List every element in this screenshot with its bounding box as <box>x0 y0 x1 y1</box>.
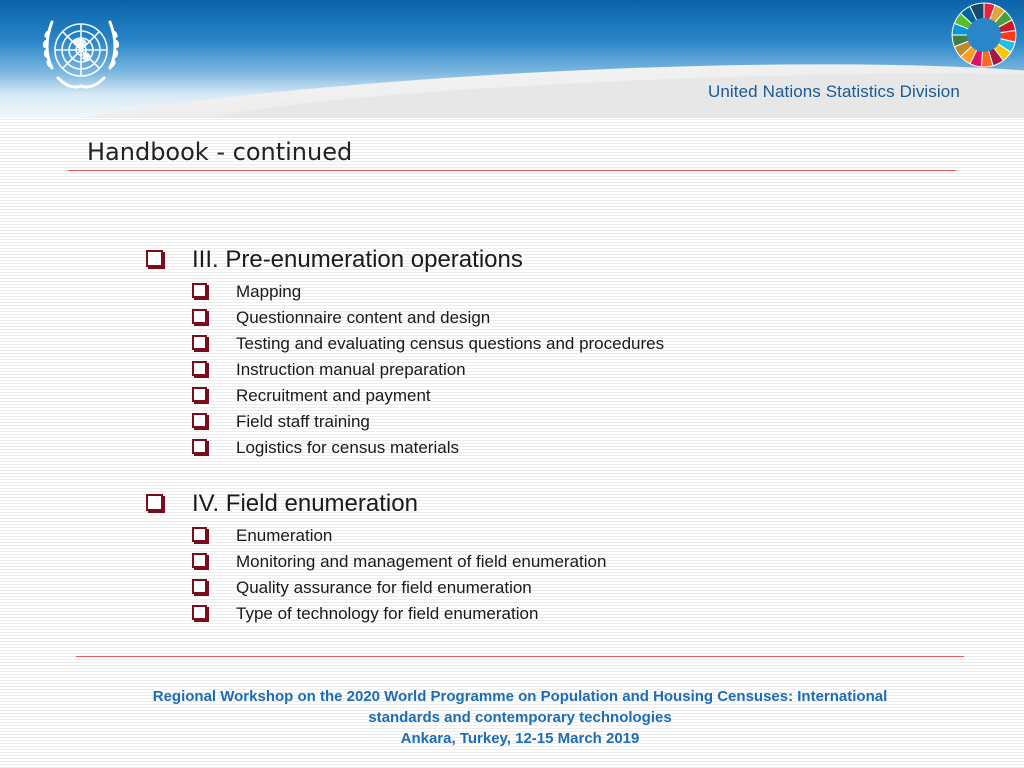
title-divider <box>68 170 956 171</box>
footer-event-line: Regional Workshop on the 2020 World Programme on Population and Housing Censuses: International <box>152 688 888 705</box>
footer-divider <box>76 656 964 657</box>
square-bullet-icon <box>146 494 163 511</box>
square-bullet-icon <box>192 309 207 324</box>
list-item <box>0 550 1024 576</box>
sdg-wheel-icon <box>951 2 1017 68</box>
section-heading: IV. Field enumeration <box>192 490 418 517</box>
list-item-label: Testing and evaluating census questions and procedures <box>236 334 665 353</box>
list-item-label: Mapping <box>236 282 302 301</box>
square-bullet-icon <box>192 283 207 298</box>
list-item <box>0 602 1024 628</box>
list-item <box>0 306 1024 332</box>
square-bullet-icon <box>192 361 207 376</box>
list-item <box>0 332 1024 358</box>
square-bullet-icon <box>192 579 207 594</box>
square-bullet-icon <box>192 335 207 350</box>
list-item <box>0 436 1024 462</box>
list-item-label: Monitoring and management of field enumeration <box>236 552 607 571</box>
square-bullet-icon <box>192 553 207 568</box>
list-item-label: Recruitment and payment <box>236 386 431 405</box>
list-item-label: Field staff training <box>236 412 370 431</box>
footer <box>90 686 950 749</box>
list-item <box>0 280 1024 306</box>
list-item <box>0 358 1024 384</box>
section-heading-row <box>0 490 1024 520</box>
section-field-enumeration <box>0 490 1024 628</box>
list-item-label: Quality assurance for field enumeration <box>236 578 532 597</box>
section-pre-enumeration <box>0 246 1024 462</box>
list-item <box>0 576 1024 602</box>
square-bullet-icon <box>192 605 207 620</box>
square-bullet-icon <box>192 527 207 542</box>
slide-title: Handbook - continued <box>87 138 353 166</box>
square-bullet-icon <box>192 387 207 402</box>
footer-event-line: standards and contemporary technologies <box>368 709 672 726</box>
list-item-label: Type of technology for field enumeration <box>236 604 539 623</box>
footer-location-date: Ankara, Turkey, 12-15 March 2019 <box>400 730 640 747</box>
list-item-label: Logistics for census materials <box>236 438 459 457</box>
section-heading-row <box>0 246 1024 276</box>
organization-name: United Nations Statistics Division <box>708 82 960 101</box>
square-bullet-icon <box>192 413 207 428</box>
list-item-label: Instruction manual preparation <box>236 360 466 379</box>
list-item <box>0 384 1024 410</box>
list-item <box>0 524 1024 550</box>
list-item-label: Enumeration <box>236 526 333 545</box>
un-emblem-icon <box>30 8 132 100</box>
square-bullet-icon <box>192 439 207 454</box>
list-item <box>0 410 1024 436</box>
square-bullet-icon <box>146 250 163 267</box>
list-item-label: Questionnaire content and design <box>236 308 491 327</box>
section-heading: III. Pre-enumeration operations <box>192 246 523 273</box>
header-banner <box>0 0 1024 118</box>
